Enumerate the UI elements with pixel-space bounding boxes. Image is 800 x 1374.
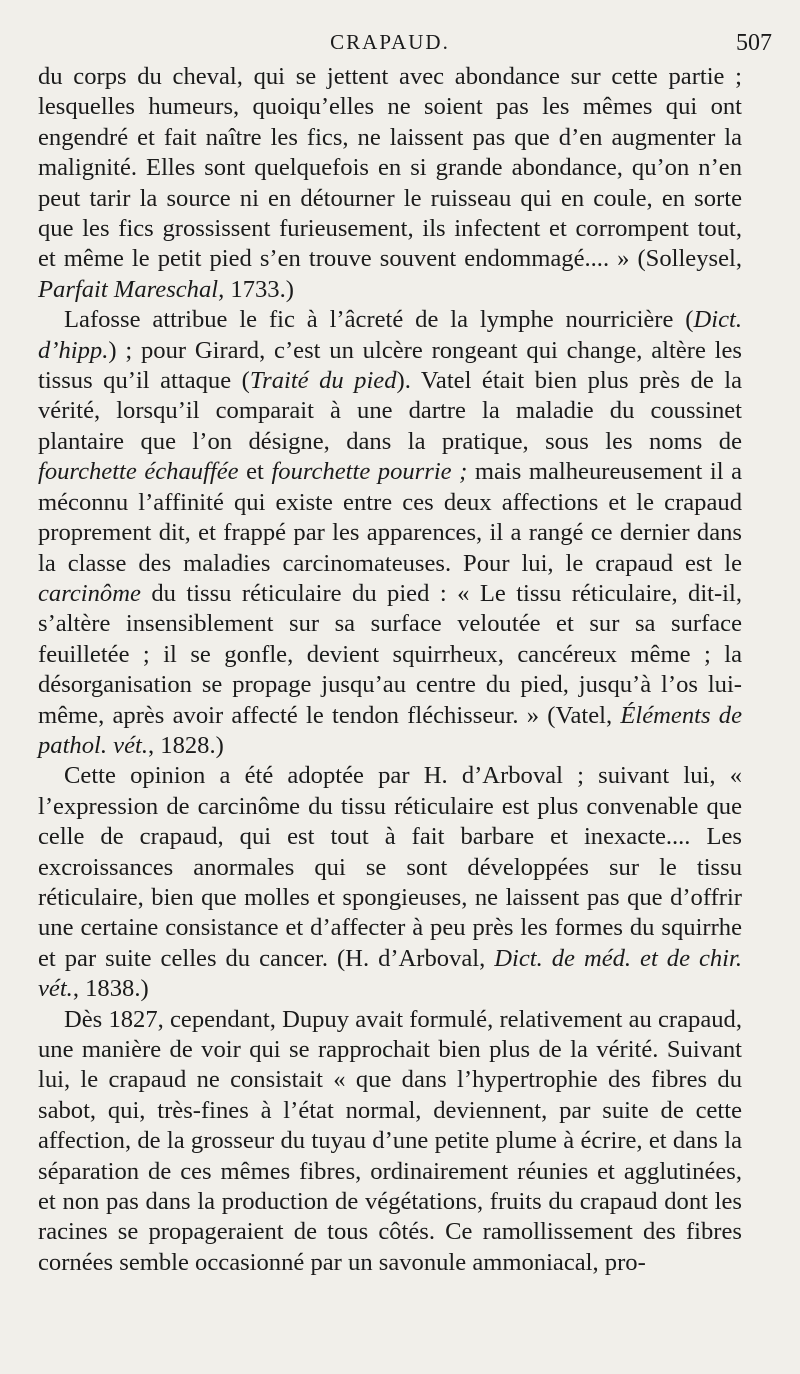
italic-title: Éléments de pathol. vét. [38, 701, 742, 759]
page-number: 507 [736, 30, 772, 56]
text-run: Lafosse attribue le fic à l’âcreté de la lymphe nourricière ( [64, 306, 694, 334]
text-run: du tissu réticulaire du pied : « Le tissu réticulaire, dit-il, s’altère insensiblement sur sa surface veloutée et sur sa surface feuilletée ; il se gonfle, devient squirrheux, cancéreux même ; la désorganisation se propage jusqu’au centre du pied, jusqu’à l’os lui-même, après avoir affecté le tendon fléchisseur. » (Vatel, [38, 579, 742, 729]
text-run: ) ; pour Girard, c’est un ulcère rongeant qui change, altère les tissus qu’il attaque ( [38, 336, 742, 395]
italic-title: Dict. d’hipp. [38, 306, 742, 364]
running-title: CRAPAUD. [330, 30, 450, 54]
italic-title: Parfait Mareschal, [38, 275, 225, 303]
text-run: du corps du cheval, qui se jettent avec abondance sur cette partie ; lesquelles humeurs, quoiqu’elles ne soient pas les mêmes qui ont engendré et fait naître les fics, ne laissent pas que d’en augmenter la malignité. Elles sont quelquefois en si grande abondance, qu’on n’en peut tarir la source ni en détourner le ruisseau qui en coule, en sorte que les fics grossissent furieusement, ils infectent et corrompent tout, et même le petit pied s’en trouve souvent endommagé.... » (Solleysel, [38, 63, 742, 273]
italic-title: Traité du pied [249, 367, 397, 395]
italic-title: fourchette échauffée [38, 458, 239, 486]
body-text [38, 62, 742, 1278]
paragraph [38, 62, 742, 305]
text-run: , 1828.) [147, 731, 224, 759]
text-run: mais malheureusement il a méconnu l’affinité qui existe entre ces deux affections et le crapaud proprement dit, et frappé par les apparences, il a rangé ce dernier dans la classe des maladies carcinomateuses. Pour lui, le crapaud est le [38, 458, 742, 577]
text-run: 1733.) [224, 275, 294, 303]
running-head [38, 0, 772, 62]
text-run: et [238, 458, 272, 486]
paragraph [38, 761, 742, 1004]
text-run: Cette opinion a été adoptée par H. d’Arboval ; suivant lui, « l’expression de carcinôme du tissu réticulaire est plus convenable que celle de crapaud, qui est tout à fait barbare et inexacte.... Les excroissances anormales qui se sont développées sur le tissu réticulaire, bien que molles et spongieuses, ne laissent pas que d’offrir une certaine consistance et d’affecter à peu près les formes du squirrhe et par suite celles du cancer. (H. d’Arboval, [38, 762, 742, 972]
text-run: ). Vatel était bien plus près de la vérité, lorsqu’il comparait à une dartre la maladie du coussinet plantaire que l’on désigne, dans la pratique, sous les noms de [38, 367, 742, 455]
text-run: Dès 1827, cependant, Dupuy avait formulé, relativement au crapaud, une manière de voir qui se rapprochait bien plus de la vérité. Suivant lui, le crapaud ne consistait « que dans l’hypertrophie des fibres du sabot, qui, très-fines à l’état normal, deviennent, par suite de cette affection, de la grosseur du tuyau d’une petite plume à écrire, et dans la séparation de ces mêmes fibres, ordinairement réunies et agglutinées, et non pas dans la production de végétations, fruits du crapaud dont les racines se propageraient de tous côtés. Ce ramollissement des fibres cornées semble occasionné par un savonule ammoniacal, pro- [38, 1005, 742, 1276]
italic-title: carcinôme [38, 579, 141, 607]
italic-title: Dict. de méd. et de chir. vét. [38, 944, 742, 1003]
text-run: , 1838.) [72, 975, 149, 1003]
italic-title: fourchette pourrie ; [271, 458, 468, 486]
paragraph [38, 305, 742, 761]
paragraph [38, 1005, 742, 1279]
